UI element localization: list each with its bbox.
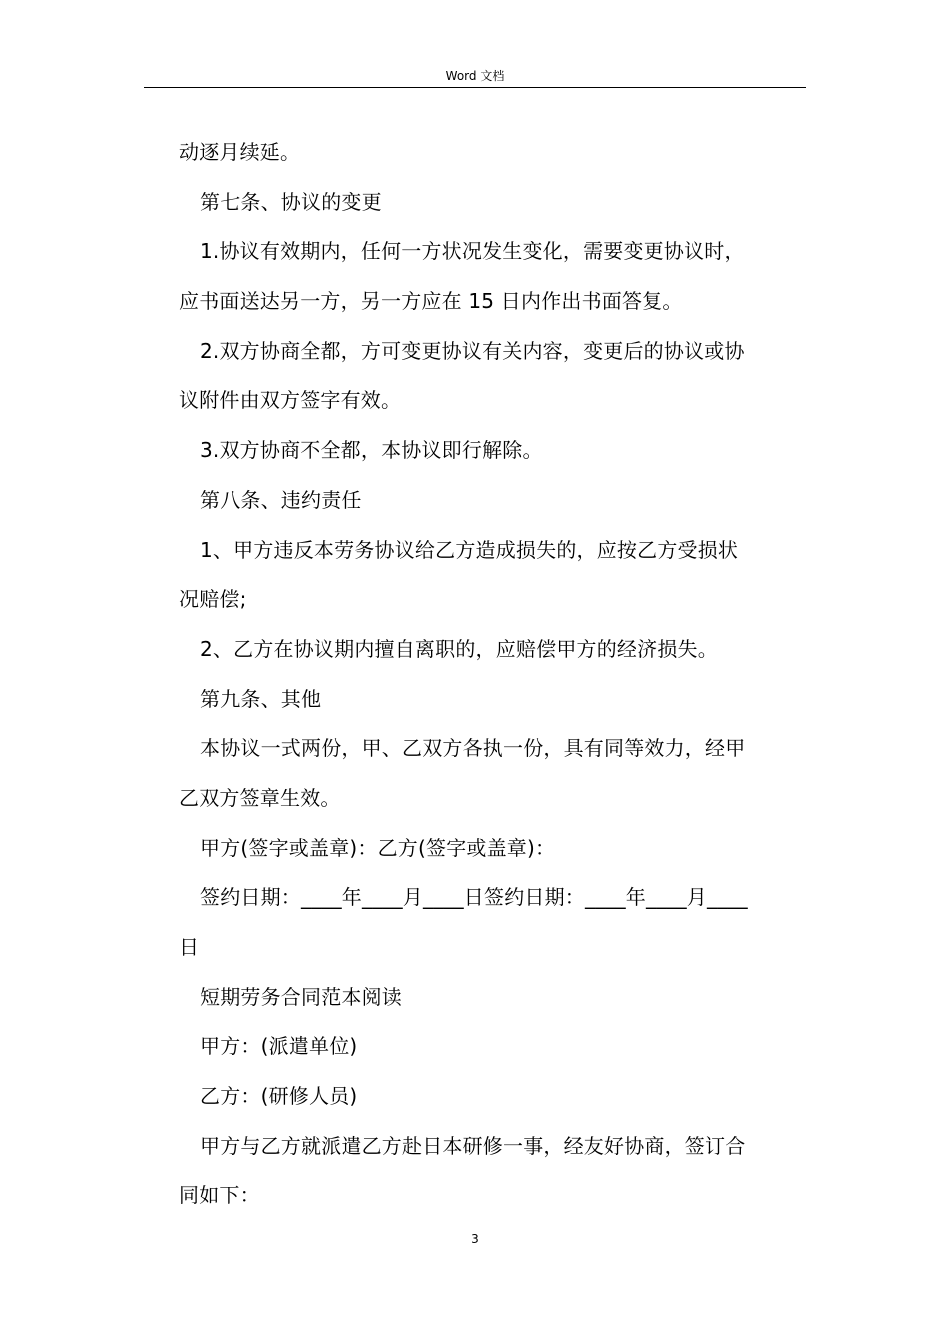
page-number: 3	[471, 1232, 479, 1246]
party-a-line: 甲方：(派遣单位)	[200, 1034, 358, 1059]
paragraph-line: 3.双方协商不全都，本协议即行解除。	[200, 438, 543, 463]
party-b-line: 乙方：(研修人员)	[200, 1084, 358, 1109]
signing-date-line: 签约日期：____年____月____日签约日期：____年____月____	[200, 885, 748, 910]
signature-line: 甲方(签字或盖章)：乙方(签字或盖章)：	[200, 835, 556, 860]
section-heading: 第八条、违约责任	[200, 487, 362, 512]
paragraph-line: 1.协议有效期内，任何一方状况发生变化，需要变更协议时，	[200, 239, 745, 264]
paragraph-line: 议附件由双方签字有效。	[179, 388, 402, 413]
paragraph-line: 本协议一式两份，甲、乙双方各执一份，具有同等效力，经甲	[200, 736, 746, 761]
paragraph-line: 乙双方签章生效。	[179, 785, 341, 810]
paragraph-line: 2、乙方在协议期内擅自离职的，应赔偿甲方的经济损失。	[200, 636, 718, 661]
document-title: 短期劳务合同范本阅读	[200, 984, 402, 1009]
document-body	[179, 128, 804, 1221]
paragraph-line: 2.双方协商全都，方可变更协议有关内容，变更后的协议或协	[200, 338, 745, 363]
paragraph-line: 甲方与乙方就派遣乙方赴日本研修一事，经友好协商，签订合	[200, 1133, 746, 1158]
page-header: Word 文档	[445, 69, 505, 83]
paragraph-line: 同如下：	[179, 1183, 260, 1208]
header-divider	[144, 87, 806, 88]
section-heading: 第九条、其他	[200, 686, 322, 711]
paragraph-line: 1、甲方违反本劳务协议给乙方造成损失的，应按乙方受损状	[200, 537, 739, 562]
section-heading: 第七条、协议的变更	[200, 189, 382, 214]
paragraph-line: 应书面送达另一方，另一方应在 15 日内作出书面答复。	[179, 289, 683, 314]
paragraph-line: 况赔偿;	[179, 587, 247, 612]
paragraph-line: 动逐月续延。	[179, 140, 301, 164]
paragraph-line: 日	[179, 935, 200, 959]
